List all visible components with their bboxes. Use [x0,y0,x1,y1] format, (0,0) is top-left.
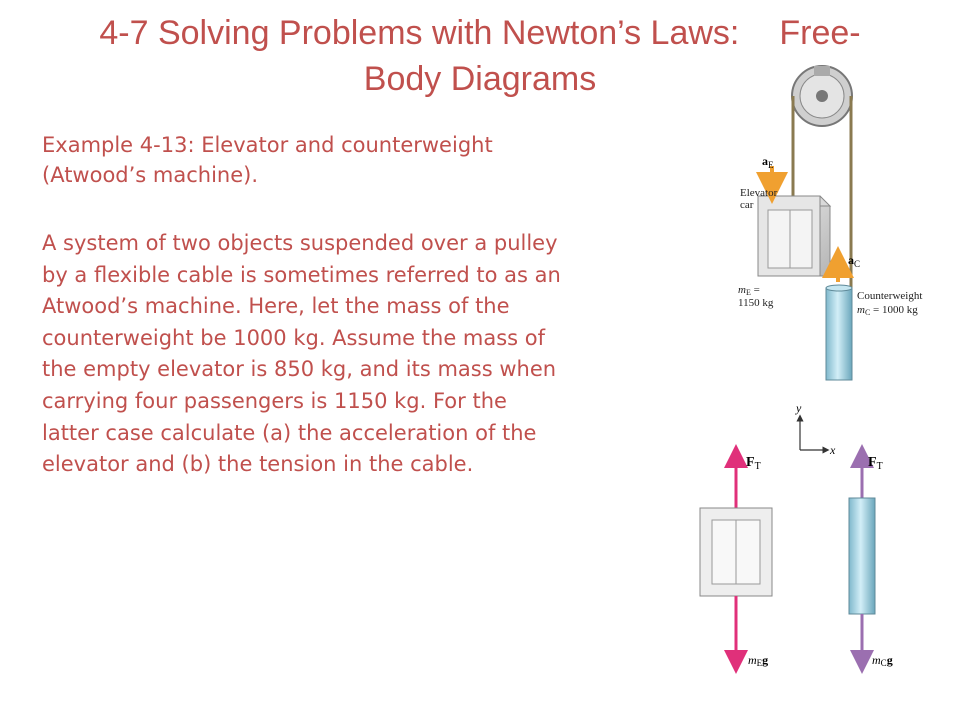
label-ft-right: $F_T$ [868,455,883,472]
car-label: car [740,199,754,211]
elevator-car [758,196,830,276]
label-mcg: mCg [872,653,893,668]
example-heading-line-2: (Atwood’s machine). [42,163,259,187]
problem-line: latter case calculate (a) the acceleration of the [42,420,537,445]
axis-y-label: y [796,401,802,415]
problem-line: counterweight be 1000 kg. Assume the mass of [42,325,546,350]
pulley-mount [814,66,830,76]
problem-line: Atwood’s machine. Here, let the mass of the [42,294,510,319]
mass-elevator-label: mE = [738,284,760,297]
problem-line: by a flexible cable is sometimes referred to as an [42,262,561,287]
counterweight [826,285,852,380]
label-a-c: $a_C$ [848,253,861,269]
example-heading-line-1: Example 4-13: Elevator and counterweight [42,133,493,157]
mass-counterweight-label: mC = 1000 kg [857,304,918,317]
label-meg: mEg [748,653,769,668]
axis-x-label: x [830,443,836,457]
problem-line: the empty elevator is 850 kg, and its mass when [42,357,557,382]
problem-line: A system of two objects suspended over a pulley [42,231,558,255]
title-line-1-main: 4-7 Solving Problems with Newton’s Laws: [99,14,740,52]
mass-elevator-value: 1150 kg [738,297,774,309]
fbd-counterweight [849,456,875,662]
fbd-elevator [700,456,772,662]
label-ft-left: $F_T$ [746,455,761,472]
problem-line: elevator and (b) the tension in the cable. [42,452,474,477]
problem-line: carrying four passengers is 1150 kg. For the [42,388,507,413]
label-a-e: $a_E$ [762,154,774,170]
pulley [792,66,852,126]
title-line-2: Body Diagrams [363,60,597,98]
axes-icon [795,401,836,457]
title-line-1-end: Free- [779,14,861,52]
counterweight-label: Counterweight [857,290,923,302]
elevator-label: Elevator [740,187,778,199]
